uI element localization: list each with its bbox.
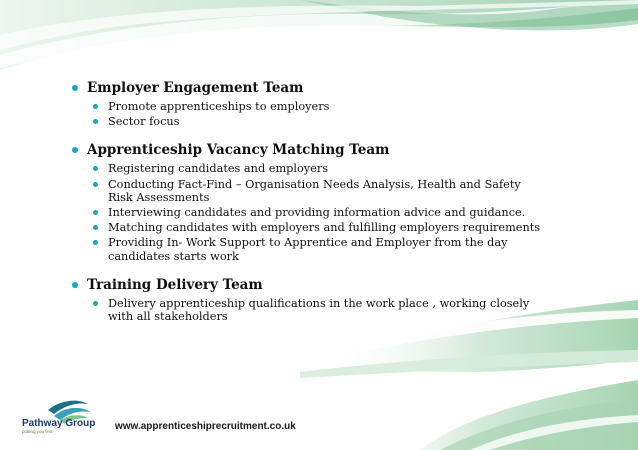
list-item: Matching candidates with employers and fulfilling employers requirements xyxy=(91,221,548,234)
section-heading: Employer Engagement Team xyxy=(70,80,620,97)
bullet-list xyxy=(70,100,620,128)
list-item: Interviewing candidates and providing information advice and guidance. xyxy=(91,206,548,219)
main-content xyxy=(70,80,620,337)
section-vacancy-matching xyxy=(70,142,620,262)
website-url: www.apprenticeshiprecruitment.co.uk xyxy=(115,421,296,432)
section-training-delivery xyxy=(70,277,620,323)
bullet-list xyxy=(70,297,620,323)
section-employer-engagement xyxy=(70,80,620,128)
logo-name: Pathway Group xyxy=(22,418,96,429)
list-item: Registering candidates and employers xyxy=(91,162,548,175)
bullet-list xyxy=(70,162,620,262)
list-item: Conducting Fact-Find – Organisation Needs Analysis, Health and Safety Risk Assessments xyxy=(91,178,548,204)
section-heading: Training Delivery Team xyxy=(70,277,620,294)
list-item: Sector focus xyxy=(91,115,548,128)
section-heading: Apprenticeship Vacancy Matching Team xyxy=(70,142,620,159)
logo-tagline: putting you first xyxy=(22,429,53,434)
list-item: Providing In- Work Support to Apprentice and Employer from the day candidates starts work xyxy=(91,236,548,262)
list-item: Delivery apprenticeship qualifications in the work place , working closely with all stakeholders xyxy=(91,297,548,323)
list-item: Promote apprenticeships to employers xyxy=(91,100,548,113)
